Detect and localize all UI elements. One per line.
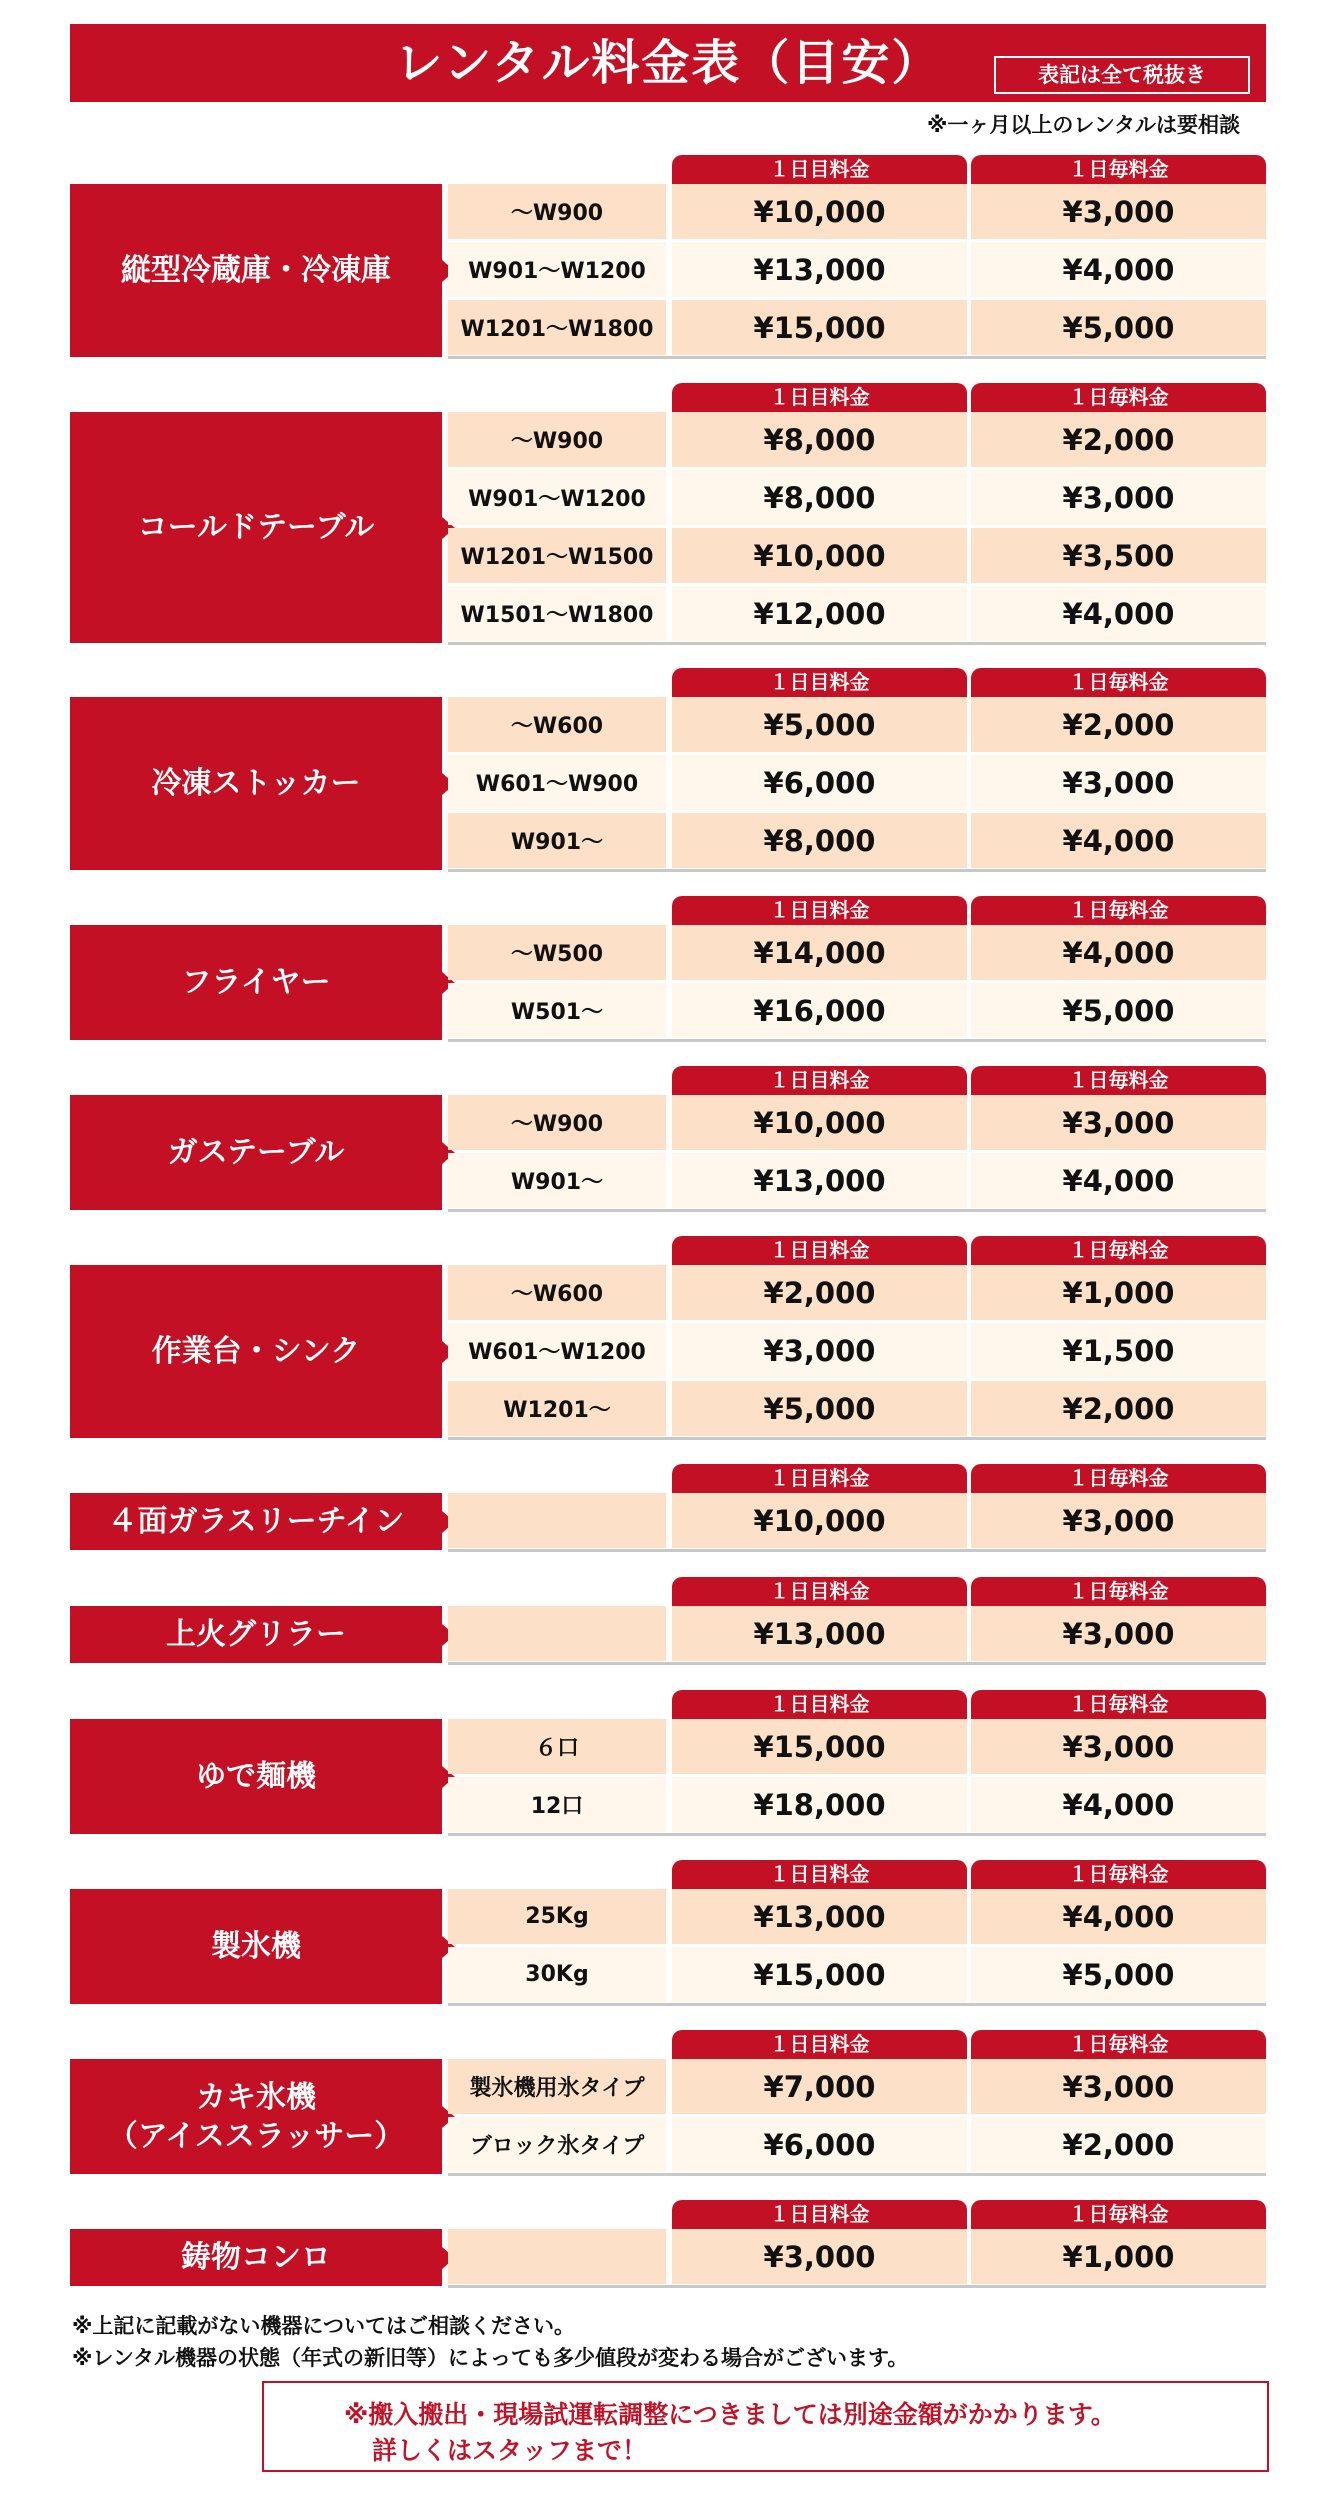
per-day-price: ¥3,000 bbox=[971, 1719, 1266, 1774]
category-label: 縦型冷蔵庫・冷凍庫 bbox=[70, 184, 442, 357]
category-label: 作業台・シンク bbox=[70, 1265, 442, 1438]
size-cell bbox=[448, 1606, 666, 1661]
per-day-price: ¥4,000 bbox=[971, 1777, 1266, 1832]
per-day-price: ¥3,000 bbox=[971, 1095, 1266, 1150]
first-day-price-header: １日目料金 bbox=[672, 1860, 967, 1889]
first-day-price: ¥5,000 bbox=[672, 697, 967, 752]
size-cell: ～W900 bbox=[448, 1095, 666, 1150]
category-label: 製氷機 bbox=[70, 1889, 442, 2004]
per-day-price-header: １日毎料金 bbox=[971, 896, 1266, 925]
notice-line-2: 詳しくはスタッフまで！ bbox=[372, 2436, 648, 2465]
per-day-price-header: １日毎料金 bbox=[971, 1577, 1266, 1606]
size-cell: ブロック氷タイプ bbox=[448, 2117, 666, 2172]
first-day-price-header: １日目料金 bbox=[672, 1464, 967, 1493]
per-day-price: ¥3,500 bbox=[971, 528, 1266, 583]
category-label: フライヤー bbox=[70, 925, 442, 1040]
per-day-price: ¥2,000 bbox=[971, 2117, 1266, 2172]
size-cell: W501～ bbox=[448, 983, 666, 1038]
size-cell: ～W900 bbox=[448, 184, 666, 239]
size-cell: W901～ bbox=[448, 1153, 666, 1208]
divider bbox=[448, 1662, 1266, 1665]
first-day-price: ¥8,000 bbox=[672, 412, 967, 467]
first-day-price-header: １日目料金 bbox=[672, 1690, 967, 1719]
size-cell: W1501～W1800 bbox=[448, 586, 666, 641]
size-cell: W1201～W1500 bbox=[448, 528, 666, 583]
first-day-price: ¥15,000 bbox=[672, 300, 967, 355]
first-day-price: ¥18,000 bbox=[672, 1777, 967, 1832]
size-cell: 製氷機用氷タイプ bbox=[448, 2059, 666, 2114]
per-day-price: ¥3,000 bbox=[971, 755, 1266, 810]
first-day-price: ¥6,000 bbox=[672, 755, 967, 810]
size-cell: W601～W900 bbox=[448, 755, 666, 810]
per-day-price-header: １日毎料金 bbox=[971, 1464, 1266, 1493]
per-day-price: ¥4,000 bbox=[971, 925, 1266, 980]
per-day-price: ¥2,000 bbox=[971, 412, 1266, 467]
size-cell: ６口 bbox=[448, 1719, 666, 1774]
per-day-price: ¥1,000 bbox=[971, 1265, 1266, 1320]
first-day-price: ¥10,000 bbox=[672, 1095, 967, 1150]
size-cell: 12口 bbox=[448, 1777, 666, 1832]
per-day-price: ¥4,000 bbox=[971, 1889, 1266, 1944]
per-day-price: ¥4,000 bbox=[971, 1153, 1266, 1208]
first-day-price: ¥10,000 bbox=[672, 184, 967, 239]
per-day-price: ¥1,500 bbox=[971, 1323, 1266, 1378]
size-cell: W1201～W1800 bbox=[448, 300, 666, 355]
size-cell: 25Kg bbox=[448, 1889, 666, 1944]
first-day-price-header: １日目料金 bbox=[672, 2030, 967, 2059]
first-day-price: ¥8,000 bbox=[672, 470, 967, 525]
consult-note: ※一ヶ月以上のレンタルは要相談 bbox=[926, 113, 1240, 137]
size-cell: W1201～ bbox=[448, 1381, 666, 1436]
first-day-price-header: １日目料金 bbox=[672, 1236, 967, 1265]
category-label: 冷凍ストッカー bbox=[70, 697, 442, 870]
first-day-price-header: １日目料金 bbox=[672, 896, 967, 925]
per-day-price: ¥2,000 bbox=[971, 697, 1266, 752]
per-day-price: ¥5,000 bbox=[971, 1947, 1266, 2002]
category-label: ガステーブル bbox=[70, 1095, 442, 1210]
page-title: レンタル料金表（目安） bbox=[394, 35, 942, 91]
first-day-price: ¥15,000 bbox=[672, 1947, 967, 2002]
size-cell: W901～W1200 bbox=[448, 470, 666, 525]
per-day-price: ¥5,000 bbox=[971, 300, 1266, 355]
per-day-price: ¥3,000 bbox=[971, 1493, 1266, 1548]
first-day-price: ¥10,000 bbox=[672, 1493, 967, 1548]
divider bbox=[448, 1437, 1266, 1440]
first-day-price: ¥16,000 bbox=[672, 983, 967, 1038]
per-day-price-header: １日毎料金 bbox=[971, 1236, 1266, 1265]
first-day-price-header: １日目料金 bbox=[672, 383, 967, 412]
category-label: ゆで麺機 bbox=[70, 1719, 442, 1834]
per-day-price-header: １日毎料金 bbox=[971, 2030, 1266, 2059]
per-day-price: ¥1,000 bbox=[971, 2229, 1266, 2284]
first-day-price: ¥13,000 bbox=[672, 1889, 967, 1944]
first-day-price: ¥13,000 bbox=[672, 1153, 967, 1208]
per-day-price-header: １日毎料金 bbox=[971, 1860, 1266, 1889]
first-day-price: ¥14,000 bbox=[672, 925, 967, 980]
tax-note: 表記は全て税抜き bbox=[994, 56, 1250, 94]
divider bbox=[448, 2003, 1266, 2006]
per-day-price: ¥4,000 bbox=[971, 242, 1266, 297]
size-cell: ～W500 bbox=[448, 925, 666, 980]
first-day-price-header: １日目料金 bbox=[672, 668, 967, 697]
first-day-price: ¥8,000 bbox=[672, 813, 967, 868]
first-day-price-header: １日目料金 bbox=[672, 1066, 967, 1095]
divider bbox=[448, 1209, 1266, 1212]
size-cell: ～W600 bbox=[448, 1265, 666, 1320]
category-label: 鋳物コンロ bbox=[70, 2229, 442, 2286]
per-day-price-header: １日毎料金 bbox=[971, 1690, 1266, 1719]
per-day-price-header: １日毎料金 bbox=[971, 383, 1266, 412]
per-day-price-header: １日毎料金 bbox=[971, 2200, 1266, 2229]
divider bbox=[448, 1833, 1266, 1836]
first-day-price: ¥10,000 bbox=[672, 528, 967, 583]
per-day-price: ¥2,000 bbox=[971, 1381, 1266, 1436]
first-day-price: ¥7,000 bbox=[672, 2059, 967, 2114]
divider bbox=[448, 2173, 1266, 2176]
per-day-price: ¥4,000 bbox=[971, 813, 1266, 868]
per-day-price: ¥5,000 bbox=[971, 983, 1266, 1038]
per-day-price-header: １日毎料金 bbox=[971, 155, 1266, 184]
first-day-price: ¥6,000 bbox=[672, 2117, 967, 2172]
size-cell: W901～ bbox=[448, 813, 666, 868]
first-day-price: ¥3,000 bbox=[672, 2229, 967, 2284]
first-day-price: ¥15,000 bbox=[672, 1719, 967, 1774]
divider bbox=[448, 356, 1266, 359]
footnote-1: ※上記に記載がない機器についてはご相談ください。 bbox=[72, 2314, 575, 2338]
per-day-price: ¥3,000 bbox=[971, 1606, 1266, 1661]
divider bbox=[448, 1549, 1266, 1552]
first-day-price-header: １日目料金 bbox=[672, 155, 967, 184]
first-day-price: ¥13,000 bbox=[672, 1606, 967, 1661]
category-label: ４面ガラスリーチイン bbox=[70, 1493, 442, 1550]
notice-line-1: ※搬入搬出・現場試運転調整につきましては別途金額がかかります。 bbox=[344, 2400, 1116, 2429]
footnote-2: ※レンタル機器の状態（年式の新旧等）によっても多少値段が変わる場合がございます。 bbox=[72, 2346, 909, 2370]
category-label: 上火グリラー bbox=[70, 1606, 442, 1663]
size-cell: ～W900 bbox=[448, 412, 666, 467]
divider bbox=[448, 1039, 1266, 1042]
size-cell: ～W600 bbox=[448, 697, 666, 752]
size-cell: 30Kg bbox=[448, 1947, 666, 2002]
size-cell bbox=[448, 1493, 666, 1548]
category-label: コールドテーブル bbox=[70, 412, 442, 643]
size-cell: W601～W1200 bbox=[448, 1323, 666, 1378]
first-day-price: ¥5,000 bbox=[672, 1381, 967, 1436]
divider bbox=[448, 2285, 1266, 2288]
per-day-price: ¥3,000 bbox=[971, 470, 1266, 525]
per-day-price: ¥3,000 bbox=[971, 184, 1266, 239]
first-day-price: ¥2,000 bbox=[672, 1265, 967, 1320]
notice-box bbox=[262, 2381, 1269, 2472]
per-day-price: ¥3,000 bbox=[971, 2059, 1266, 2114]
first-day-price-header: １日目料金 bbox=[672, 1577, 967, 1606]
size-cell: W901～W1200 bbox=[448, 242, 666, 297]
category-label: カキ氷機 （アイススラッサー） bbox=[70, 2059, 442, 2174]
size-cell bbox=[448, 2229, 666, 2284]
per-day-price-header: １日毎料金 bbox=[971, 1066, 1266, 1095]
first-day-price: ¥12,000 bbox=[672, 586, 967, 641]
first-day-price-header: １日目料金 bbox=[672, 2200, 967, 2229]
first-day-price: ¥13,000 bbox=[672, 242, 967, 297]
divider bbox=[448, 642, 1266, 645]
per-day-price: ¥4,000 bbox=[971, 586, 1266, 641]
first-day-price: ¥3,000 bbox=[672, 1323, 967, 1378]
per-day-price-header: １日毎料金 bbox=[971, 668, 1266, 697]
title-bar bbox=[70, 24, 1266, 102]
divider bbox=[448, 869, 1266, 872]
